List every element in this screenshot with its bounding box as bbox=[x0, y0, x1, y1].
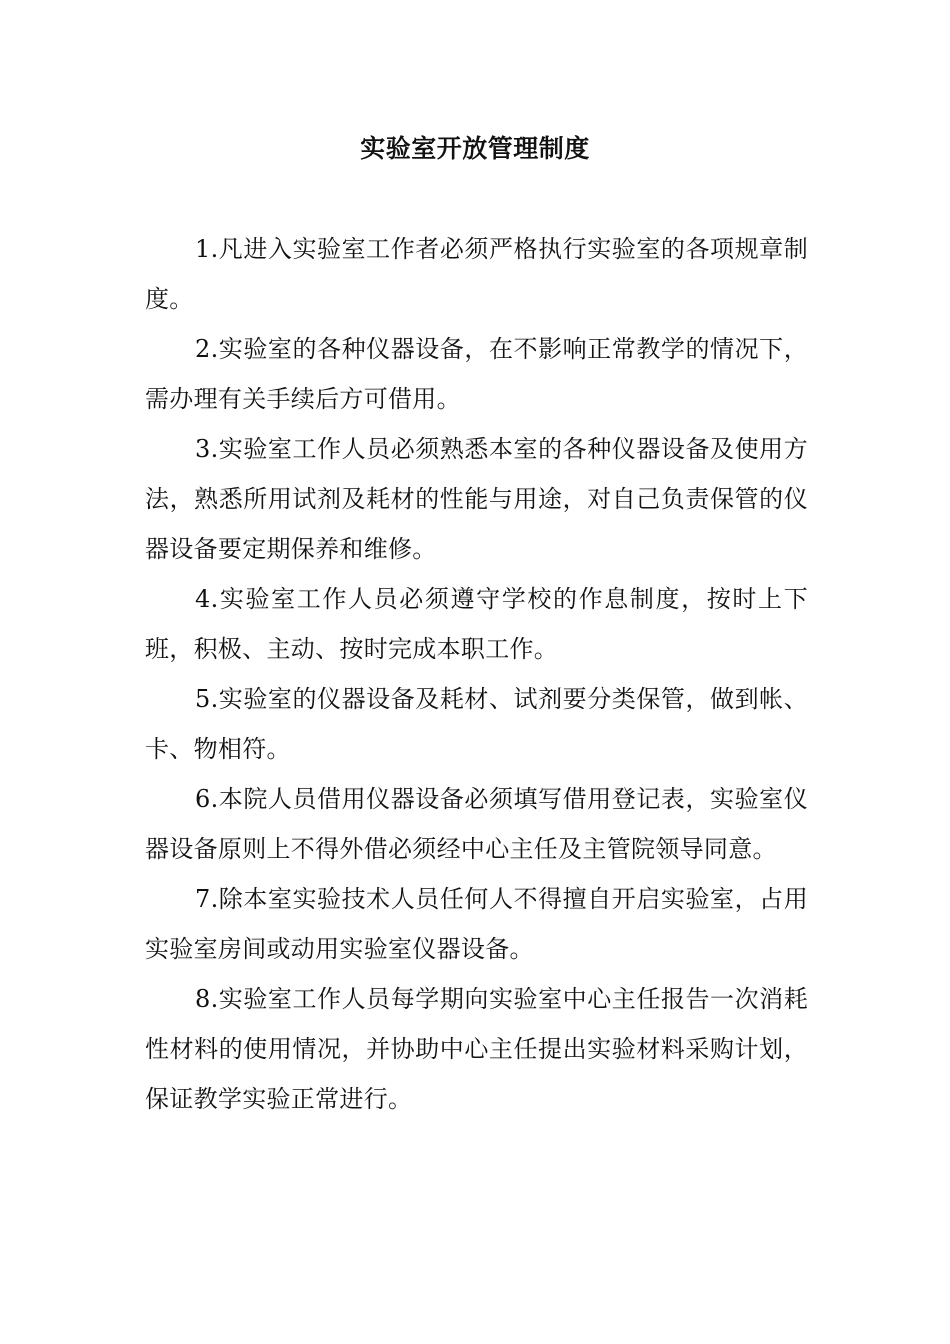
paragraph-1: 1.凡进入实验室工作者必须严格执行实验室的各项规章制度。 bbox=[145, 235, 808, 313]
document-body bbox=[145, 224, 808, 1124]
paragraph-3: 3.实验室工作人员必须熟悉本室的各种仪器设备及使用方法，熟悉所用试剂及耗材的性能与用途，对自己负责保管的仪器设备要定期保养和维修。 bbox=[145, 435, 808, 563]
paragraph-7: 7.除本室实验技术人员任何人不得擅自开启实验室，占用实验室房间或动用实验室仪器设备。 bbox=[145, 885, 808, 963]
paragraph-4: 4.实验室工作人员必须遵守学校的作息制度，按时上下班，积极、主动、按时完成本职工作。 bbox=[145, 585, 808, 663]
paragraph-6: 6.本院人员借用仪器设备必须填写借用登记表，实验室仪器设备原则上不得外借必须经中心主任及主管院领导同意。 bbox=[145, 785, 808, 863]
document-title: 实验室开放管理制度 bbox=[360, 134, 590, 163]
paragraph-5: 5.实验室的仪器设备及耗材、试剂要分类保管，做到帐、卡、物相符。 bbox=[145, 685, 808, 763]
paragraph-8: 8.实验室工作人员每学期向实验室中心主任报告一次消耗性材料的使用情况，并协助中心主任提出实验材料采购计划，保证教学实验正常进行。 bbox=[145, 985, 808, 1113]
paragraph-2: 2.实验室的各种仪器设备，在不影响正常教学的情况下，需办理有关手续后方可借用。 bbox=[145, 335, 808, 413]
